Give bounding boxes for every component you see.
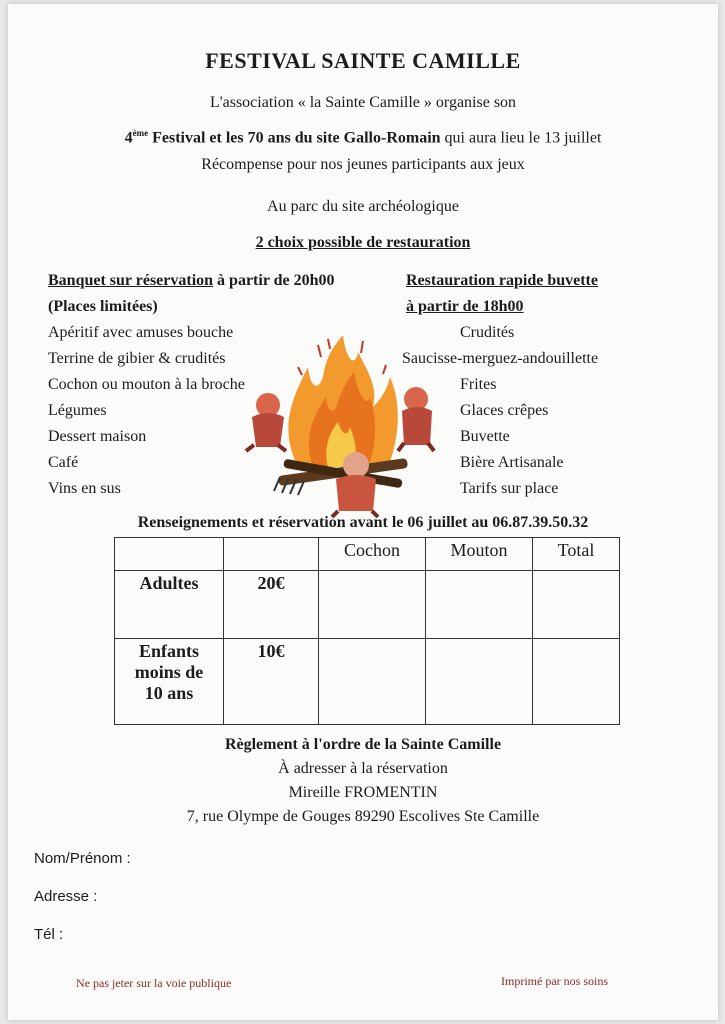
table-header-cell (115, 538, 224, 571)
row-label-line: 10 ans (144, 683, 194, 703)
buvette-item: Glaces crêpes (460, 402, 549, 419)
festival-number: 4 (124, 129, 133, 147)
table-header-row (115, 538, 620, 571)
table-header-cell: Cochon (319, 538, 426, 571)
reservation-table (114, 537, 620, 725)
banquet-item: Légumes (48, 402, 107, 419)
row-price-adultes: 20€ (224, 571, 319, 639)
flyer-page (8, 4, 718, 1020)
tel-field[interactable] (72, 926, 668, 946)
table-header-cell (224, 538, 319, 571)
payment-address-line: À adresser à la réservation (278, 760, 448, 777)
banquet-heading-time: à partir de 20h00 (213, 272, 335, 289)
footer-right: Imprimé par nos soins (501, 974, 608, 988)
buvette-time: à partir de 18h00 (406, 298, 524, 315)
row-label-line: Enfants (138, 641, 200, 661)
festival-line-date: qui aura lieu le 13 juillet (440, 129, 602, 147)
banquet-item: Vins en sus (48, 480, 121, 497)
banquet-item: Café (48, 454, 79, 471)
footer-left: Ne pas jeter sur la voie publique (76, 976, 232, 990)
payment-line: Règlement à l'ordre de la Sainte Camille (224, 736, 502, 753)
festival-number-suffix: ème (132, 128, 149, 138)
table-header-cell: Mouton (426, 538, 533, 571)
choices-heading: 2 choix possible de restauration (255, 234, 471, 251)
cochon-quantity-cell[interactable] (319, 639, 426, 725)
buvette-item: Bière Artisanale (460, 454, 564, 471)
buvette-item: Crudités (460, 324, 515, 341)
buvette-item: Saucisse-merguez-andouillette (402, 350, 599, 367)
buvette-item: Tarifs sur place (460, 480, 559, 497)
mouton-quantity-cell[interactable] (426, 571, 533, 639)
banquet-heading (48, 272, 335, 290)
banquet-item: Dessert maison (48, 428, 147, 445)
tel-field-label: Tél : (34, 926, 64, 943)
table-header-cell: Total (533, 538, 620, 571)
cochon-quantity-cell[interactable] (319, 571, 426, 639)
intro-line: L'association « la Sainte Camille » organise son (209, 94, 517, 111)
row-label-adultes: Adultes (115, 571, 224, 639)
banquet-subtitle: (Places limitées) (48, 298, 158, 315)
table-row (115, 639, 620, 725)
buvette-item: Buvette (460, 428, 510, 445)
campfire-illustration (238, 327, 448, 519)
banquet-item: Apéritif avec amuses bouche (48, 324, 234, 341)
row-label-line: moins de (134, 662, 204, 682)
buvette-heading: Restauration rapide buvette (406, 272, 598, 289)
banquet-heading-underlined: Banquet sur réservation (48, 272, 214, 289)
banquet-item: Cochon ou mouton à la broche (48, 376, 245, 393)
table-row (115, 571, 620, 639)
row-price-enfants: 10€ (224, 639, 319, 725)
page-title: FESTIVAL SAINTE CAMILLE (205, 48, 521, 73)
festival-line-bold: Festival et les 70 ans du site Gallo-Romain (148, 129, 441, 147)
festival-line (8, 128, 718, 147)
payment-name: Mireille FROMENTIN (288, 784, 438, 801)
row-label-enfants (115, 639, 224, 725)
payment-address: 7, rue Olympe de Gouges 89290 Escolives Ste Camille (186, 808, 540, 825)
name-field-label: Nom/Prénom : (34, 850, 131, 867)
total-cell[interactable] (533, 571, 620, 639)
total-cell[interactable] (533, 639, 620, 725)
address-field-label: Adresse : (34, 888, 98, 905)
banquet-item: Terrine de gibier & crudités (48, 350, 226, 367)
name-field[interactable] (148, 850, 668, 870)
contact-info: Renseignements et réservation avant le 06 juillet au 06.87.39.50.32 (137, 514, 589, 531)
location-line: Au parc du site archéologique (267, 198, 459, 215)
address-field[interactable] (108, 888, 668, 908)
reward-line: Récompense pour nos jeunes participants aux jeux (201, 156, 525, 173)
buvette-item: Frites (460, 376, 497, 393)
mouton-quantity-cell[interactable] (426, 639, 533, 725)
